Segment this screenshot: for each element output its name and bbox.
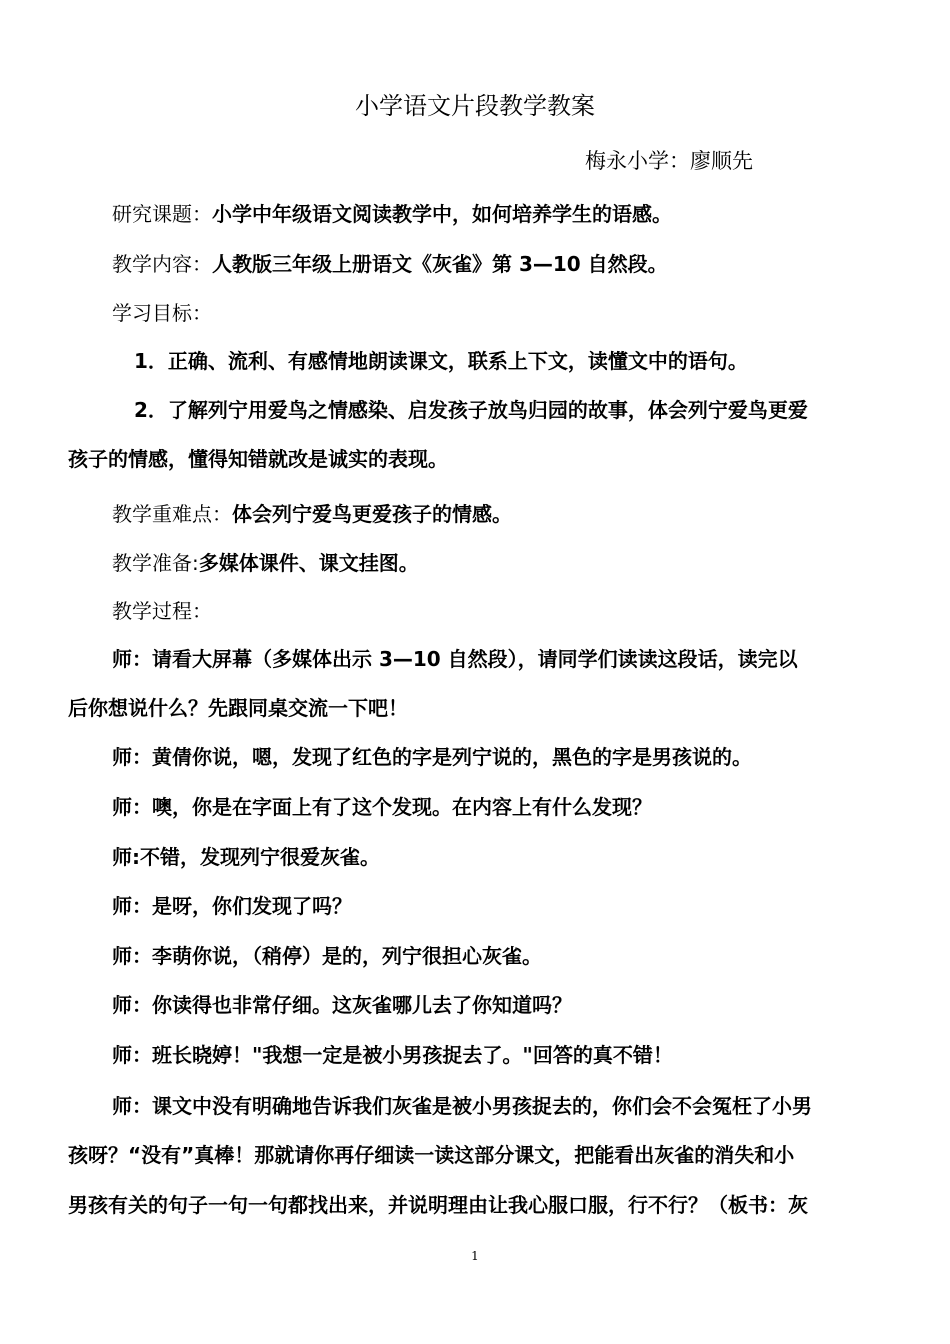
process-paragraph-6: 师：李萌你说，（稍停）是的，列宁很担心灰雀。 xyxy=(112,944,542,968)
process-paragraph-1-line-2: 后你想说什么？先跟同桌交流一下吧！ xyxy=(68,696,408,720)
process-paragraph-9-line-3: 男孩有关的句子一句一句都找出来，并说明理由让我心服口服，行不行？（板书：灰 xyxy=(68,1193,808,1217)
process-paragraph-9-line-2: 孩呀？“没有”真棒！那就请你再仔细读一读这部分课文，把能看出灰雀的消失和小 xyxy=(68,1143,795,1167)
process-label: 教学过程： xyxy=(112,599,212,623)
key-value: 体会列宁爱鸟更爱孩子的情感。 xyxy=(232,502,512,526)
content-value: 人教版三年级上册语文《灰雀》第 3—10 自然段。 xyxy=(212,252,668,276)
page-number: 1 xyxy=(471,1249,479,1263)
process-paragraph-3: 师：噢，你是在字面上有了这个发现。在内容上有什么发现？ xyxy=(112,795,652,819)
goals-label: 学习目标： xyxy=(112,301,212,325)
goal-2-line-2: 孩子的情感，懂得知错就改是诚实的表现。 xyxy=(68,447,448,471)
key-label: 教学重难点： xyxy=(112,502,232,526)
process-paragraph-7: 师：你读得也非常仔细。这灰雀哪儿去了你知道吗？ xyxy=(112,993,572,1017)
process-paragraph-9-line-1: 师：课文中没有明确地告诉我们灰雀是被小男孩捉去的，你们会不会冤枉了小男 xyxy=(112,1094,812,1118)
topic-value: 小学中年级语文阅读教学中，如何培养学生的语感。 xyxy=(212,202,672,226)
key-line xyxy=(68,499,927,529)
process-paragraph-8: 师：班长晓婷！"我想一定是被小男孩捉去了。"回答的真不错！ xyxy=(112,1043,673,1067)
document-title: 小学语文片段教学教案 xyxy=(355,92,595,120)
process-paragraph-1-line-1: 师：请看大屏幕（多媒体出示 3—10 自然段），请同学们读读这段话，读完以 xyxy=(112,647,798,671)
process-paragraph-5: 师：是呀，你们发现了吗？ xyxy=(112,894,352,918)
content-line xyxy=(68,249,927,279)
content-label: 教学内容： xyxy=(112,252,212,276)
process-paragraph-2: 师：黄倩你说，嗯，发现了红色的字是列宁说的，黑色的字是男孩说的。 xyxy=(112,745,752,769)
prep-label: 教学准备: xyxy=(112,551,199,575)
goal-2-line-1: 2．了解列宁用爱鸟之情感染、启发孩子放鸟归园的故事，体会列宁爱鸟更爱 xyxy=(134,398,808,422)
prep-line xyxy=(68,548,927,578)
process-paragraph-4: 师:不错，发现列宁很爱灰雀。 xyxy=(112,845,380,869)
goal-1: 1．正确、流利、有感情地朗读课文，联系上下文，读懂文中的语句。 xyxy=(134,349,748,373)
document-author: 梅永小学：廖顺先 xyxy=(585,149,753,173)
topic-label: 研究课题： xyxy=(112,202,212,226)
prep-value: 多媒体课件、课文挂图。 xyxy=(198,551,419,575)
topic-line xyxy=(68,199,927,229)
